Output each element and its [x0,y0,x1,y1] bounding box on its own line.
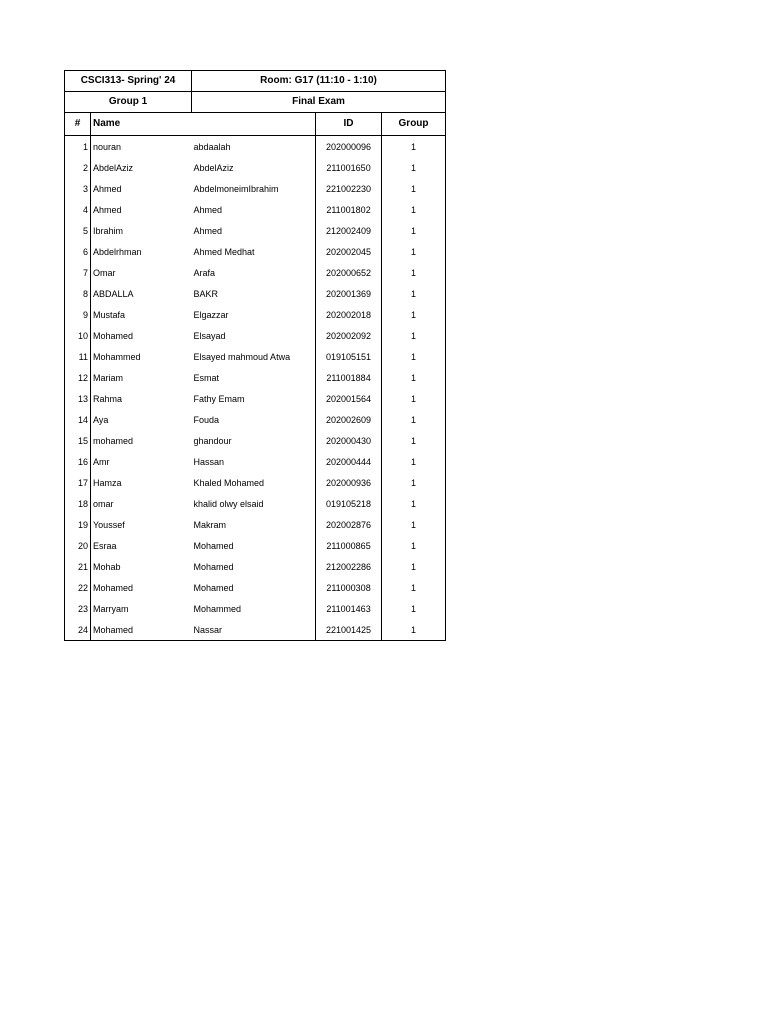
row-number: 12 [65,367,91,388]
last-name: Nassar [192,619,316,641]
row-number: 15 [65,430,91,451]
row-number: 21 [65,556,91,577]
student-id: 019105218 [316,493,382,514]
table-row [65,493,446,514]
table-row [65,577,446,598]
group-number: 1 [382,325,446,346]
last-name: Makram [192,514,316,535]
group-number: 1 [382,388,446,409]
student-id: 221001425 [316,619,382,641]
table-row [65,430,446,451]
first-name: Ibrahim [91,220,192,241]
table-row [65,409,446,430]
student-id: 202002092 [316,325,382,346]
first-name: Marryam [91,598,192,619]
row-number: 23 [65,598,91,619]
column-header-group: Group [382,113,446,136]
row-number: 2 [65,157,91,178]
student-id: 211001802 [316,199,382,220]
table-row [65,367,446,388]
column-header-id: ID [316,113,382,136]
row-number: 24 [65,619,91,641]
group-number: 1 [382,430,446,451]
row-number: 22 [65,577,91,598]
column-header-name: Name [91,113,316,136]
row-number: 17 [65,472,91,493]
student-id: 211001650 [316,157,382,178]
last-name: AbdelmoneimIbrahim [192,178,316,199]
student-id: 202002018 [316,304,382,325]
last-name: ghandour [192,430,316,451]
group-number: 1 [382,367,446,388]
first-name: Mohamed [91,325,192,346]
table-row [65,535,446,556]
first-name: Aya [91,409,192,430]
group-number: 1 [382,136,446,158]
table-row [65,472,446,493]
row-number: 19 [65,514,91,535]
row-number: 4 [65,199,91,220]
student-id: 202002609 [316,409,382,430]
student-id: 211000308 [316,577,382,598]
group-number: 1 [382,157,446,178]
student-id: 202000096 [316,136,382,158]
group-number: 1 [382,241,446,262]
table-row [65,157,446,178]
first-name: Mustafa [91,304,192,325]
last-name: BAKR [192,283,316,304]
table-row [65,598,446,619]
row-number: 16 [65,451,91,472]
last-name: Elsayed mahmoud Atwa [192,346,316,367]
group-number: 1 [382,514,446,535]
group-number: 1 [382,556,446,577]
row-number: 20 [65,535,91,556]
table-row [65,556,446,577]
row-number: 1 [65,136,91,158]
group-number: 1 [382,220,446,241]
column-header-row [65,113,446,136]
last-name: Fathy Emam [192,388,316,409]
group-number: 1 [382,535,446,556]
last-name: Fouda [192,409,316,430]
table-row [65,388,446,409]
student-id: 211000865 [316,535,382,556]
row-number: 11 [65,346,91,367]
group-number: 1 [382,451,446,472]
first-name: Mohamed [91,619,192,641]
student-id: 202001564 [316,388,382,409]
table-row [65,241,446,262]
header-row-2 [65,92,446,113]
row-number: 8 [65,283,91,304]
group-number: 1 [382,472,446,493]
first-name: Amr [91,451,192,472]
table-row [65,136,446,158]
group-number: 1 [382,304,446,325]
group-number: 1 [382,199,446,220]
student-id: 211001463 [316,598,382,619]
group-number: 1 [382,283,446,304]
last-name: abdaalah [192,136,316,158]
group-number: 1 [382,262,446,283]
last-name: Mohamed [192,535,316,556]
first-name: Ahmed [91,199,192,220]
exam-title: Final Exam [192,92,446,113]
last-name: Khaled Mohamed [192,472,316,493]
last-name: khalid olwy elsaid [192,493,316,514]
student-id: 202001369 [316,283,382,304]
last-name: Ahmed Medhat [192,241,316,262]
last-name: Ahmed [192,199,316,220]
table-row [65,262,446,283]
first-name: Rahma [91,388,192,409]
last-name: Elsayad [192,325,316,346]
row-number: 9 [65,304,91,325]
student-id: 212002286 [316,556,382,577]
column-header-number: # [65,113,91,136]
row-number: 7 [65,262,91,283]
first-name: Omar [91,262,192,283]
row-number: 6 [65,241,91,262]
group-number: 1 [382,346,446,367]
row-number: 5 [65,220,91,241]
student-id: 211001884 [316,367,382,388]
first-name: ABDALLA [91,283,192,304]
last-name: Elgazzar [192,304,316,325]
group-number: 1 [382,178,446,199]
last-name: Ahmed [192,220,316,241]
first-name: Hamza [91,472,192,493]
student-id: 202000444 [316,451,382,472]
table-row [65,451,446,472]
first-name: Mohammed [91,346,192,367]
first-name: Mariam [91,367,192,388]
table-row [65,304,446,325]
student-id: 202000430 [316,430,382,451]
student-id: 019105151 [316,346,382,367]
row-number: 13 [65,388,91,409]
table-row [65,199,446,220]
group-title: Group 1 [65,92,192,113]
last-name: Mohamed [192,556,316,577]
first-name: AbdelAziz [91,157,192,178]
student-id: 202000652 [316,262,382,283]
student-id: 202002045 [316,241,382,262]
last-name: Mohamed [192,577,316,598]
first-name: Mohamed [91,577,192,598]
exam-roster-table [64,70,446,641]
row-number: 3 [65,178,91,199]
first-name: Esraa [91,535,192,556]
course-title: CSCI313- Spring' 24 [65,71,192,92]
table-row [65,283,446,304]
first-name: Mohab [91,556,192,577]
group-number: 1 [382,493,446,514]
table-row [65,178,446,199]
last-name: Arafa [192,262,316,283]
group-number: 1 [382,577,446,598]
student-id: 202002876 [316,514,382,535]
row-number: 10 [65,325,91,346]
first-name: Youssef [91,514,192,535]
group-number: 1 [382,409,446,430]
table-row [65,325,446,346]
first-name: omar [91,493,192,514]
last-name: AbdelAziz [192,157,316,178]
table-row [65,619,446,641]
last-name: Mohammed [192,598,316,619]
student-id: 212002409 [316,220,382,241]
group-number: 1 [382,619,446,641]
room-info: Room: G17 (11:10 - 1:10) [192,71,446,92]
table-row [65,220,446,241]
table-row [65,346,446,367]
student-id: 202000936 [316,472,382,493]
first-name: nouran [91,136,192,158]
row-number: 18 [65,493,91,514]
group-number: 1 [382,598,446,619]
first-name: Abdelrhman [91,241,192,262]
student-id: 221002230 [316,178,382,199]
table-row [65,514,446,535]
last-name: Esmat [192,367,316,388]
row-number: 14 [65,409,91,430]
first-name: mohamed [91,430,192,451]
last-name: Hassan [192,451,316,472]
first-name: Ahmed [91,178,192,199]
header-row-1 [65,71,446,92]
